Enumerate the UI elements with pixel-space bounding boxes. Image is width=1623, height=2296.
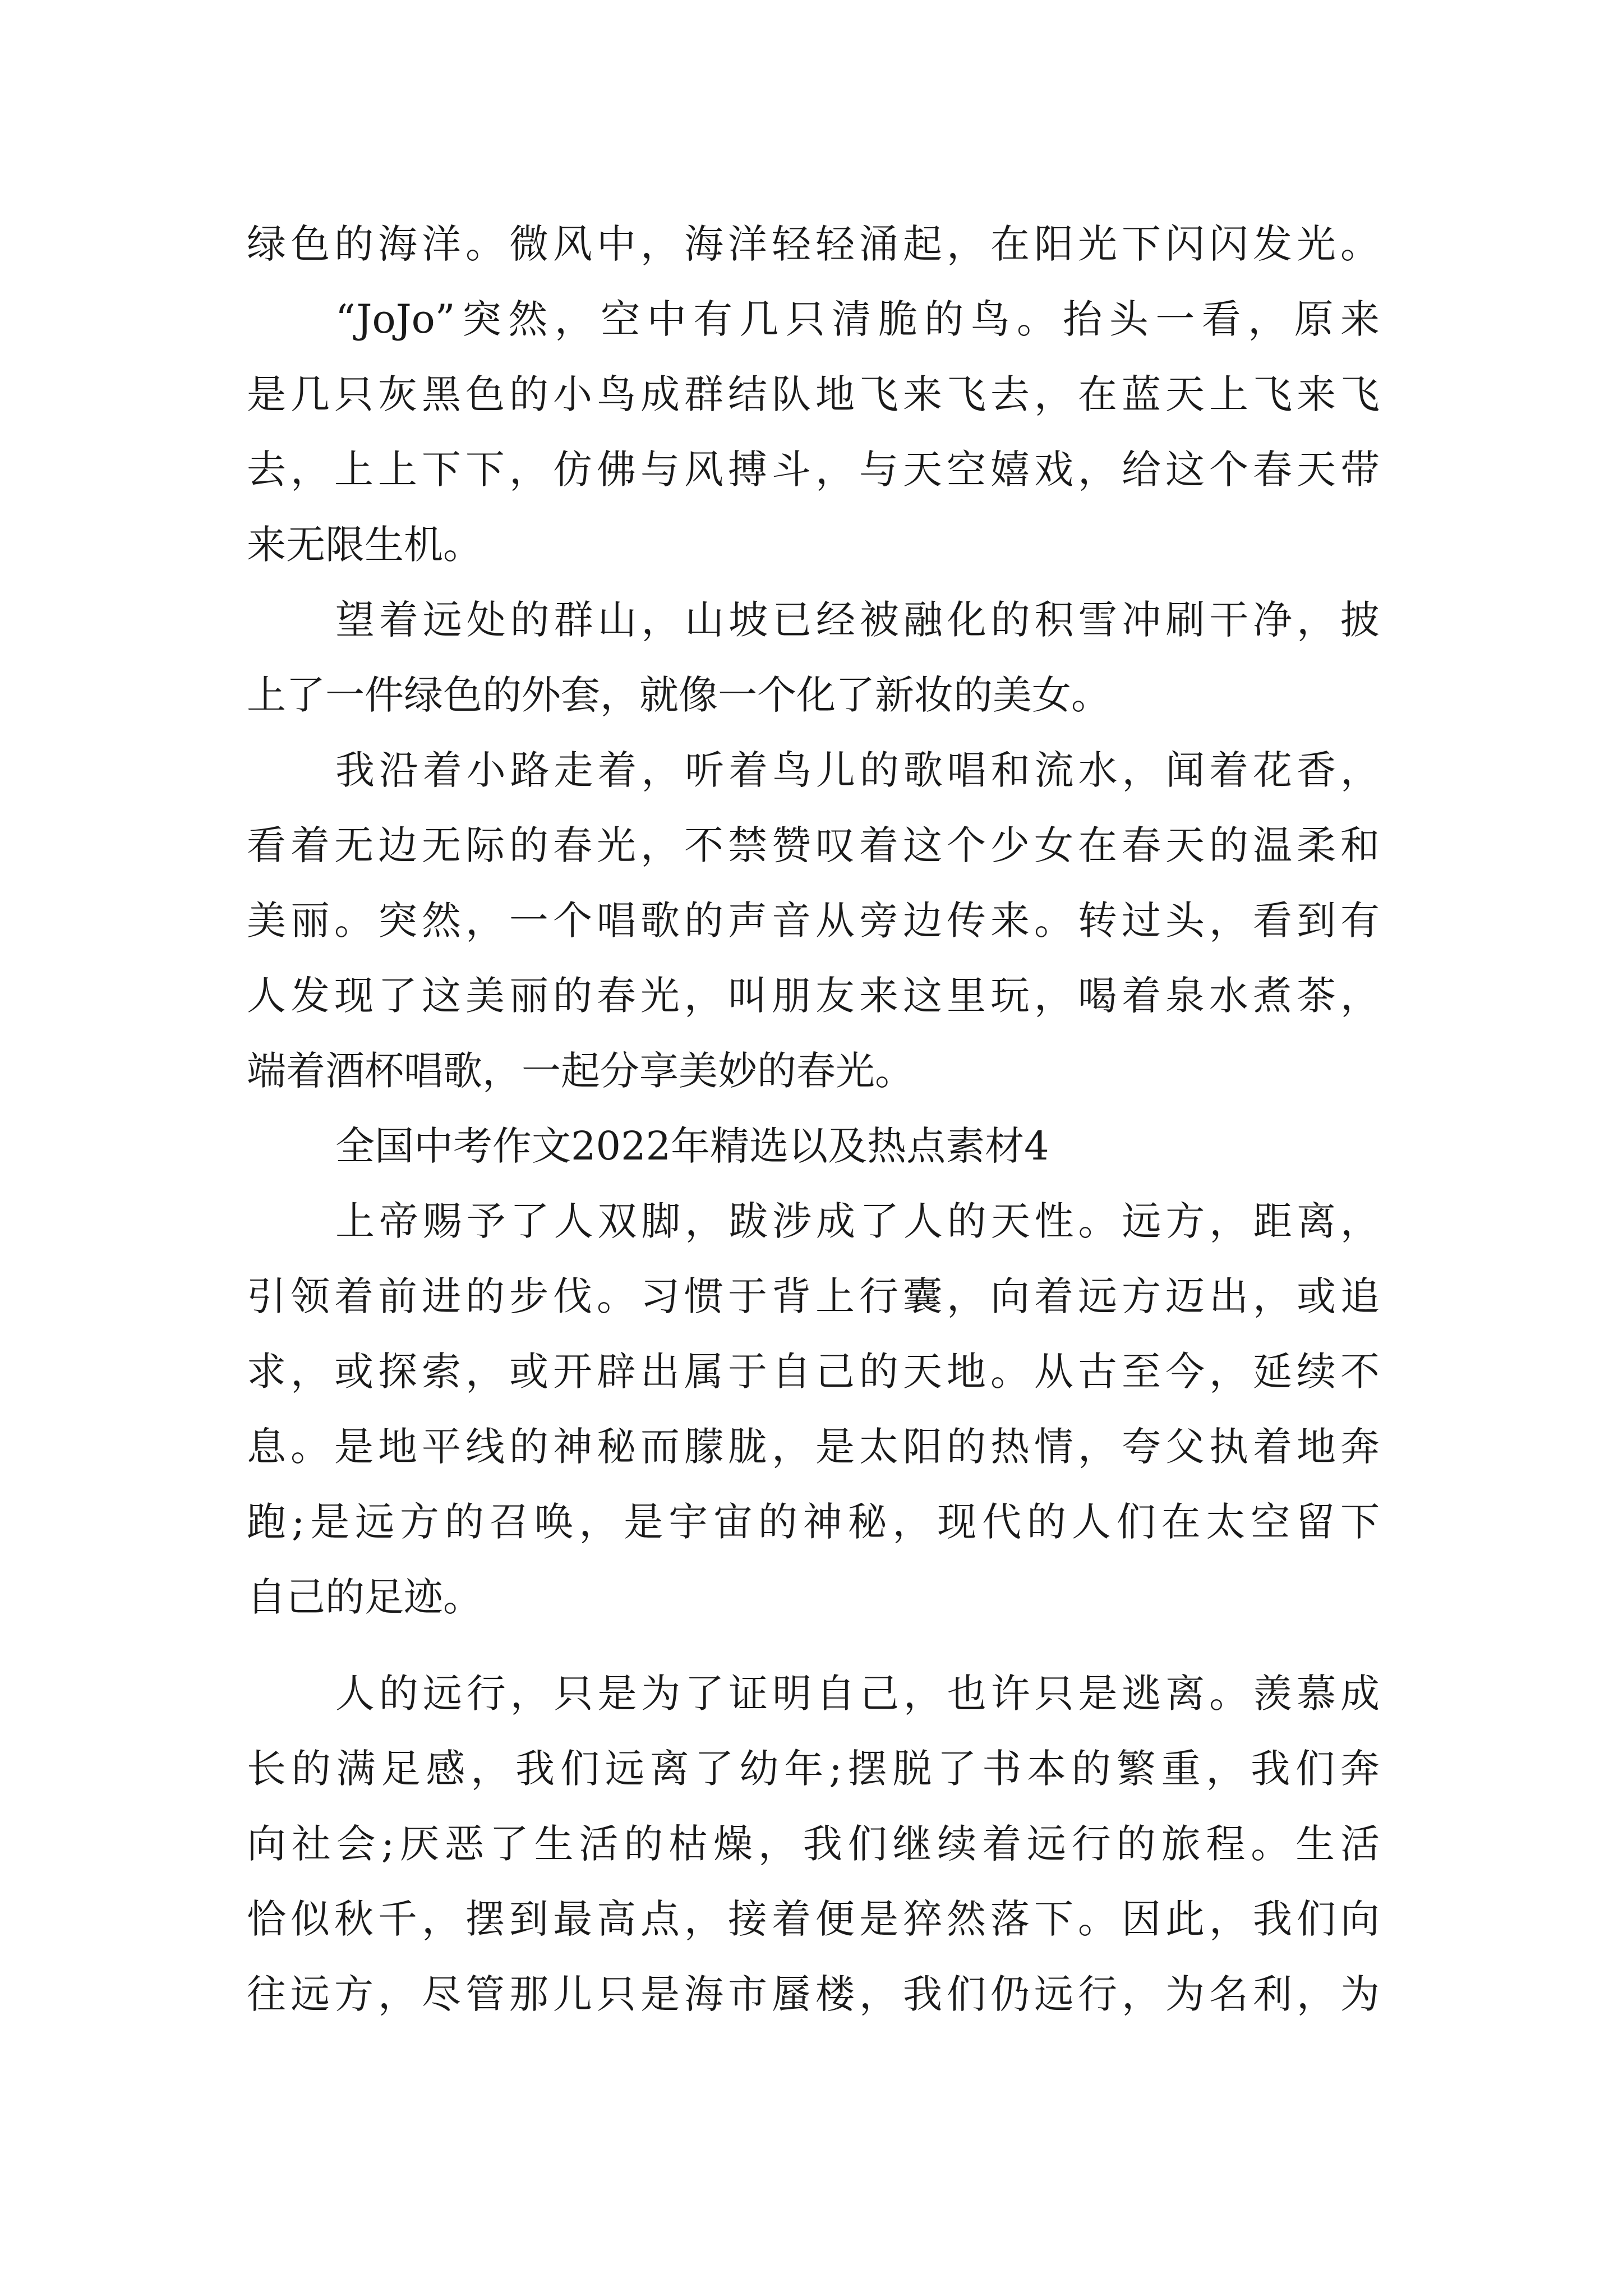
text-line: 端着酒杯唱歌，一起分享美妙的春光。	[247, 1048, 914, 1094]
text-line: 上帝赐予了人双脚，跋涉成了人的天性。远方，距离，	[335, 1198, 1380, 1244]
text-line: 来无限生机。	[247, 522, 482, 568]
text-line: 引领着前进的步伐。习惯于背上行囊，向着远方迈出，或追	[247, 1273, 1380, 1319]
text-line: 自己的足迹。	[247, 1574, 482, 1620]
text-line: 往远方，尽管那儿只是海市蜃楼，我们仍远行，为名利，为	[247, 1971, 1380, 2017]
text-line: 息。是地平线的神秘而朦胧，是太阳的热情，夸父执着地奔	[247, 1424, 1380, 1470]
paragraph	[247, 582, 1380, 733]
paragraph	[247, 206, 1380, 282]
text-line: 上了一件绿色的外套，就像一个化了新妆的美女。	[247, 672, 1110, 718]
text-line: 长的满足感，我们远离了幼年;摆脱了书本的繁重，我们奔	[247, 1746, 1380, 1792]
text-line: 恰似秋千，摆到最高点，接着便是猝然落下。因此，我们向	[247, 1896, 1380, 1942]
document-body	[247, 206, 1380, 2032]
text-line: 望着远处的群山，山坡已经被融化的积雪冲刷干净，披	[335, 597, 1380, 643]
text-line: 美丽。突然，一个唱歌的声音从旁边传来。转过头，看到有	[247, 898, 1380, 944]
paragraph	[247, 733, 1380, 1108]
text-line: 看着无边无际的春光，不禁赞叹着这个少女在春天的温柔和	[247, 822, 1380, 868]
paragraph	[247, 282, 1380, 582]
text-line: 向社会;厌恶了生活的枯燥，我们继续着远行的旅程。生活	[247, 1821, 1380, 1867]
text-line: 人的远行，只是为了证明自己，也许只是逃离。羡慕成	[335, 1671, 1380, 1717]
text-line: 我沿着小路走着，听着鸟儿的歌唱和流水，闻着花香，	[335, 747, 1380, 793]
heading-text: 全国中考作文2022年精选以及热点素材4	[335, 1123, 1049, 1169]
text-line: “JoJo”突然，空中有几只清脆的鸟。抬头一看，原来	[335, 296, 1380, 342]
text-line: 跑;是远方的召唤，是宇宙的神秘，现代的人们在太空留下	[247, 1499, 1380, 1545]
paragraph	[247, 1184, 1380, 1635]
section-heading	[247, 1108, 1380, 1184]
paragraph	[247, 1656, 1380, 2032]
text-line: 绿色的海洋。微风中，海洋轻轻涌起，在阳光下闪闪发光。	[247, 221, 1380, 267]
text-line: 求，或探索，或开辟出属于自己的天地。从古至今，延续不	[247, 1349, 1380, 1395]
text-line: 去，上上下下，仿佛与风搏斗，与天空嬉戏，给这个春天带	[247, 447, 1380, 493]
text-line: 人发现了这美丽的春光，叫朋友来这里玩，喝着泉水煮茶，	[247, 973, 1380, 1019]
text-line: 是几只灰黑色的小鸟成群结队地飞来飞去，在蓝天上飞来飞	[247, 371, 1380, 417]
